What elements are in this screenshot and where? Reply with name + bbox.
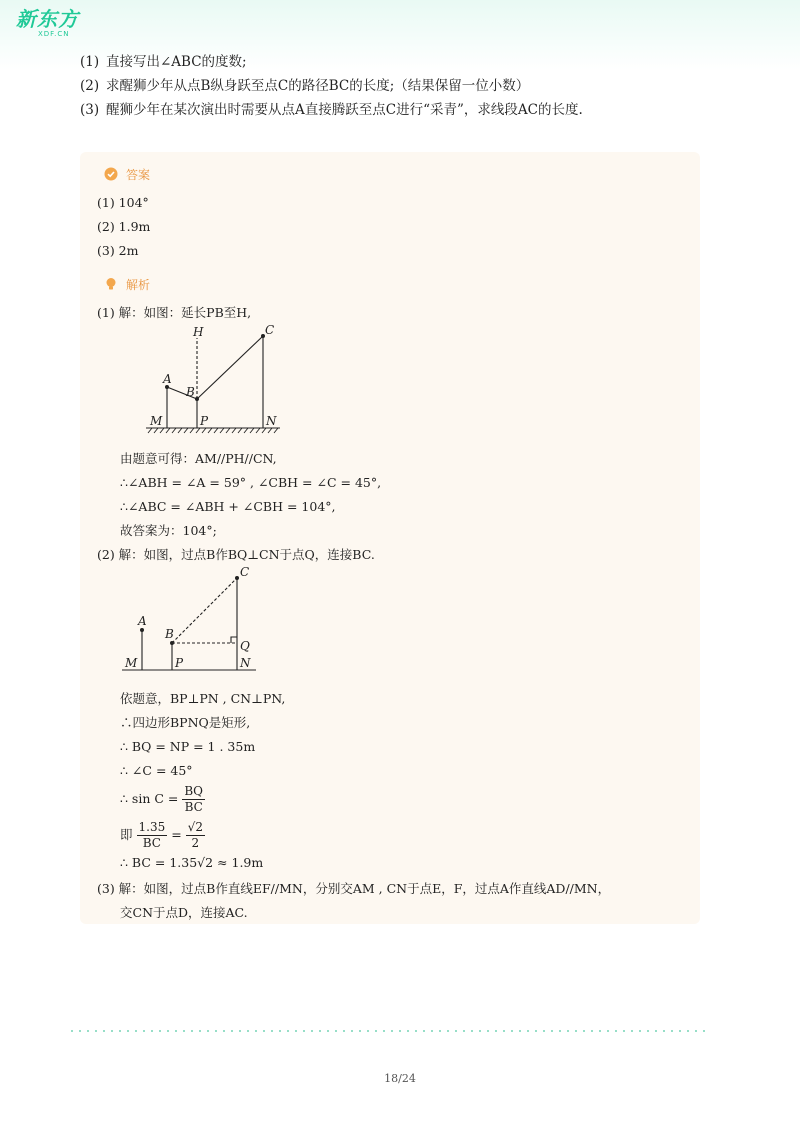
svg-text:B: B: [165, 627, 174, 641]
brand-logo: [16, 8, 86, 46]
page-number: 18/24: [384, 1072, 416, 1085]
svg-text:B: B: [186, 385, 195, 399]
footer-divider: [68, 1030, 708, 1032]
lightbulb-icon: [104, 277, 118, 291]
analysis-tag: 解析: [104, 274, 150, 294]
question-2: (2) 求醒狮少年从点B纵身跃至点C的路径BC的长度;（结果保留一位小数）: [80, 78, 530, 94]
solution-1-line: ∴∠ABH = ∠A = 59° , ∠CBH = ∠C = 45°,: [120, 475, 382, 490]
svg-text:N: N: [266, 414, 277, 428]
svg-text:P: P: [200, 414, 209, 428]
svg-text:C: C: [265, 323, 275, 337]
solution-2-result: ∴ BC = 1.35√2 ≈ 1.9m: [120, 855, 264, 870]
answer-panel: [80, 152, 700, 924]
check-badge-icon: [104, 167, 118, 181]
solution-1-line: 故答案为：104°;: [120, 523, 217, 538]
solution-3-line: 交CN于点D，连接AC.: [120, 905, 248, 920]
question-1: (1) 直接写出∠ABC的度数;: [80, 54, 247, 70]
sine-equation: ∴ sin C = $\frac{BQ}{BC}$: [120, 784, 204, 814]
answer-tag: 答案: [104, 164, 150, 184]
figure-1-diagram: [140, 322, 290, 437]
svg-text:H: H: [193, 325, 204, 339]
solution-1-line: 由题意可得：AM//PH//CN,: [120, 451, 277, 466]
svg-text:P: P: [175, 656, 184, 670]
answer-item: (1) 104°: [97, 195, 149, 210]
solution-2-intro: (2) 解：如图，过点B作BQ⊥CN于点Q，连接BC.: [97, 547, 375, 562]
answer-item: (2) 1.9m: [97, 219, 151, 234]
solution-1-line: ∴∠ABC = ∠ABH + ∠CBH = 104°,: [120, 499, 336, 514]
ratio-equation: 即 $\frac{1.35}{BC}$ = $\frac{√2}{2}$: [120, 820, 203, 850]
answer-item: (3) 2m: [97, 243, 139, 258]
logo-subtext: XDF.CN: [38, 30, 70, 38]
logo-text: 新东方: [16, 7, 79, 31]
solution-2-line: ∴ ∠C = 45°: [120, 763, 193, 778]
svg-text:A: A: [138, 614, 147, 628]
svg-text:Q: Q: [240, 639, 250, 653]
solution-1-intro: (1) 解：如图：延长PB至H,: [97, 305, 252, 320]
svg-text:M: M: [125, 656, 138, 670]
question-3: (3) 醒狮少年在某次演出时需要从点A直接腾跃至点C进行“采青”，求线段AC的长度.: [80, 102, 583, 118]
solution-2-line: ∴四边形BPNQ是矩形,: [120, 715, 251, 730]
question-list: [80, 50, 760, 122]
figure-2-diagram: [120, 562, 260, 674]
svg-text:N: N: [240, 656, 251, 670]
solution-2-line: ∴ BQ = NP = 1 . 35m: [120, 739, 256, 754]
svg-text:M: M: [150, 414, 163, 428]
svg-text:A: A: [163, 372, 172, 386]
solution-3-line: (3) 解：如图，过点B作直线EF//MN，分别交AM , CN于点E，F，过点A作直线AD//MN，: [97, 881, 611, 896]
svg-text:C: C: [240, 565, 250, 579]
solution-2-line: 依题意，BP⊥PN , CN⊥PN,: [120, 691, 286, 706]
